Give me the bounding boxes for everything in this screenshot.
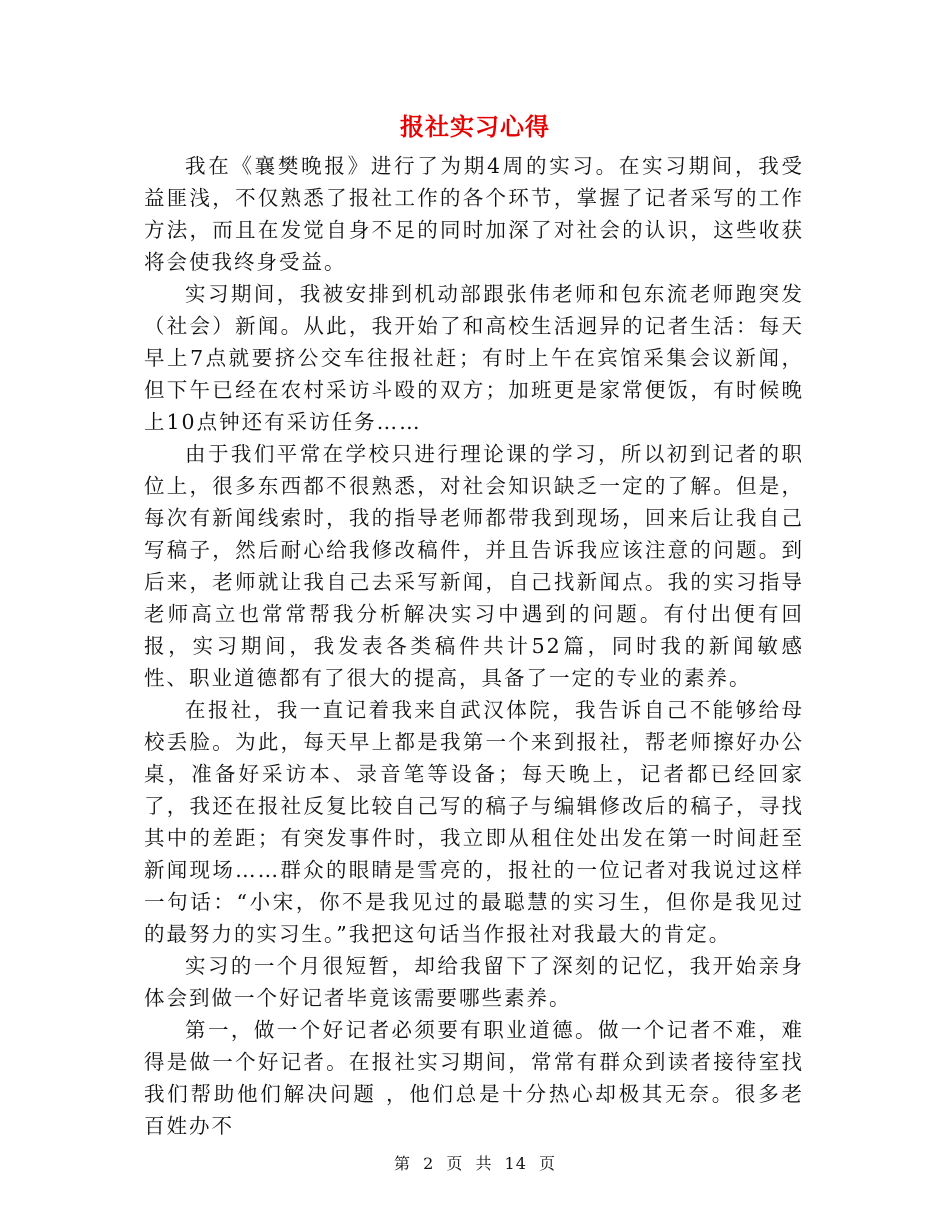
paragraph: 由于我们平常在学校只进行理论课的学习，所以初到记者的职位上，很多东西都不很熟悉，对社会知识缺乏一定的了解。但是，每次有新闻线索时，我的指导老师都带我到现场，回来后让我自己写稿子，然后耐心给我修改稿件，并且告诉我应该注意的问题。到后来，老师就让我自己去采写新闻，自己找新闻点。我的实习指导老师高立也常常帮我分析解决实习中遇到的问题。有付出便有回报，实习期间，我发表各类稿件共计52篇，同时我的新闻敏感性、职业道德都有了很大的提高，具备了一定的专业的素养。 (144, 442, 804, 690)
paragraph: 在报社，我一直记着我来自武汉体院，我告诉自己不能够给母校丢脸。为此，每天早上都是我第一个来到报社，帮老师擦好办公桌，准备好采访本、录音笔等设备；每天晚上，记者都已经回家了，我还在报社反复比较自己写的稿子与编辑修改后的稿子，寻找其中的差距；有突发事件时，我立即从租住处出发在第一时间赶至新闻现场……群众的眼睛是雪亮的，报社的一位记者对我说过这样一句话：“小宋，你不是我见过的最聪慧的实习生，但你是我见过的最努力的实习生。”我把这句话当作报社对我最大的肯定。 (144, 698, 804, 946)
document-title: 报社实习心得 (400, 112, 550, 141)
document-body (144, 150, 804, 1142)
paragraph: 实习期间，我被安排到机动部跟张伟老师和包东流老师跑突发（社会）新闻。从此，我开始了和高校生活迥异的记者生活：每天早上7点就要挤公交车往报社赶；有时上午在宾馆采集会议新闻，但下午已经在农村采访斗殴的双方；加班更是家常便饭，有时候晚上10点钟还有采访任务…… (144, 282, 804, 434)
paragraph: 实习的一个月很短暂，却给我留下了深刻的记忆，我开始亲身体会到做一个好记者毕竟该需要哪些素养。 (144, 954, 804, 1010)
paragraph: 我在《襄樊晚报》进行了为期4周的实习。在实习期间，我受益匪浅，不仅熟悉了报社工作的各个环节，掌握了记者采写的工作方法，而且在发觉自身不足的同时加深了对社会的认识，这些收获将会使我终身受益。 (144, 154, 804, 274)
paragraph: 第一，做一个好记者必须要有职业道德。做一个记者不难，难得是做一个好记者。在报社实习期间，常常有群众到读者接待室找我们帮助他们解决问题 ，他们总是十分热心却极其无奈。很多老百姓办不 (144, 1018, 804, 1138)
page-footer: 第 2 页 共 14 页 (394, 1154, 556, 1173)
